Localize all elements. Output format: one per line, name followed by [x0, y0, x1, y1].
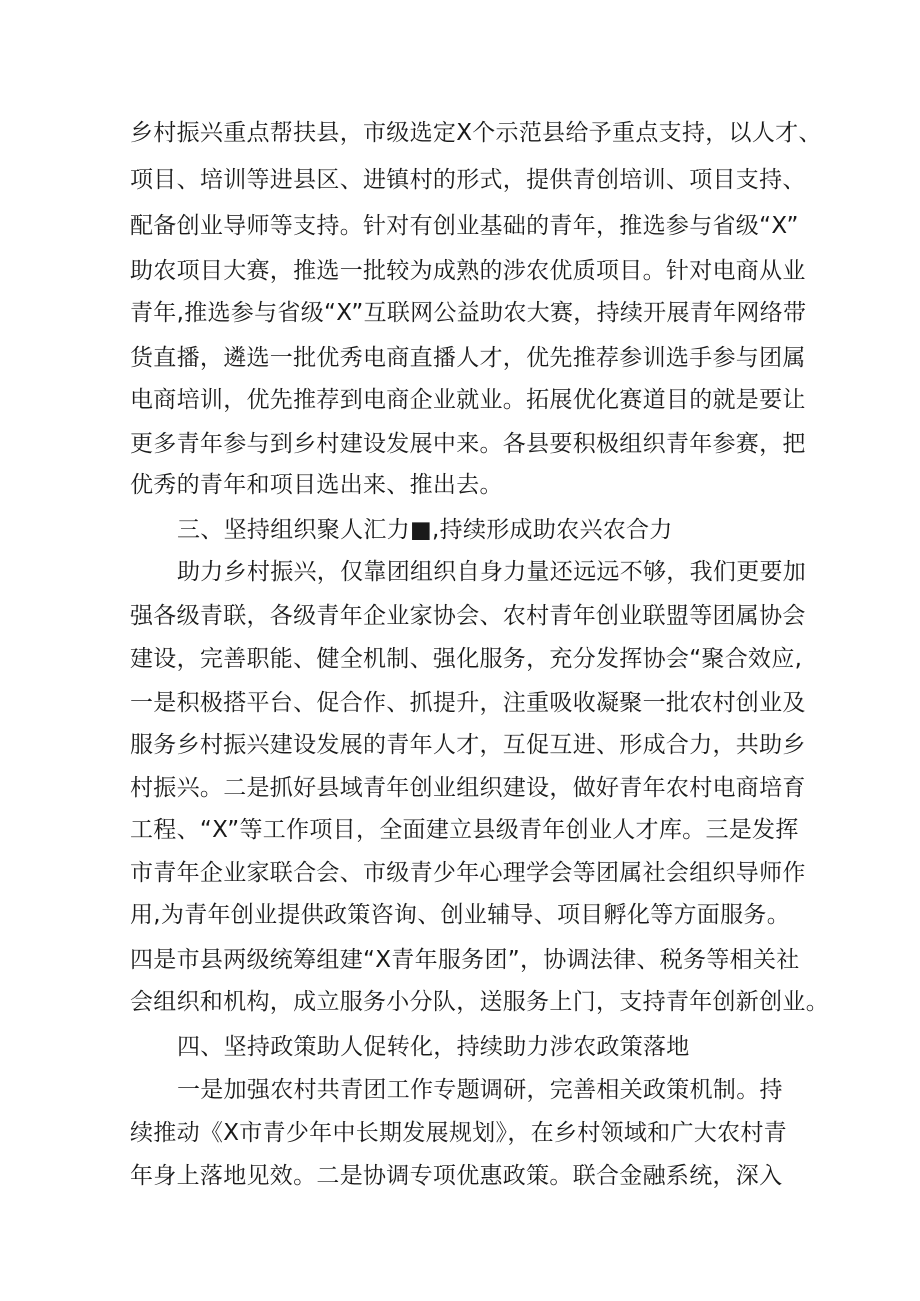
paragraph-line: 续推动《X市青少年中长期发展规划》，在乡村领域和广大农村青: [130, 1120, 787, 1146]
paragraph-line: 货直播，遴选一批优秀电商直播人才，优先推荐参训选手参与团属: [130, 345, 806, 371]
paragraph-line: 项目、培训等进县区、进镇村的形式，提供青创培训、项目支持、: [130, 167, 806, 193]
paragraph-line: 一是积极搭平台、促合作、抓提升，注重吸收凝聚一批农村创业及: [130, 690, 806, 716]
section-heading: 四、坚持政策助人促转化，持续助力涉农政策落地: [177, 1034, 690, 1060]
paragraph-line: 助力乡村振兴，仅靠团组织自身力量还远远不够，我们更要加: [177, 559, 807, 585]
paragraph-line: 村振兴。二是抓好县域青年创业组织建设，做好青年农村电商培育: [130, 775, 806, 801]
paragraph-line: 服务乡村振兴建设发展的青年人才，互促互进、形成合力，共助乡: [130, 732, 806, 758]
paragraph-line: 配备创业导师等支持。针对有创业基础的青年，推选参与省级“X”: [130, 213, 799, 239]
paragraph-line: 四是市县两级统筹组建“X青年服务团”，协调法律、税务等相关社: [130, 947, 800, 973]
paragraph-line: 电商培训，优先推荐到电商企业就业。拓展优化赛道目的就是要让: [130, 387, 806, 413]
paragraph-line: 青年,推选参与省级“X”互联网公益助农大赛，持续开展青年网络带: [130, 300, 807, 326]
paragraph-line: 更多青年参与到乡村建设发展中来。各县要积极组织青年参赛，把: [130, 431, 806, 457]
paragraph-line: 强各级青联，各级青年企业家协会、农村青年创业联盟等团属协会: [130, 603, 806, 629]
paragraph-line: 助农项目大赛，推选一批较为成熟的涉农优质项目。针对电商从业: [130, 258, 806, 284]
paragraph-line: 年身上落地见效。二是协调专项优惠政策。联合金融系统，深入: [130, 1163, 783, 1189]
paragraph-line: 工程、“X”等工作项目，全面建立县级青年创业人才库。三是发挥: [130, 817, 799, 843]
paragraph-line: 优秀的青年和项目选出来、推出去。: [130, 472, 503, 498]
paragraph-line: 用,为青年创业提供政策咨询、创业辅导、项目孵化等方面服务。: [130, 902, 791, 928]
paragraph-line: 建设，完善职能、健全机制、强化服务，充分发挥协会“聚合效应,: [130, 646, 803, 672]
paragraph-line: 乡村振兴重点帮扶县，市级选定X个示范县给予重点支持，以人才、: [130, 120, 822, 146]
paragraph-line: 市青年企业家联合会、市级青少年心理学会等团属社会组织导师作: [130, 860, 806, 886]
section-heading: 三、坚持组织聚人汇力■,持续形成助农兴农合力: [177, 517, 673, 543]
paragraph-line: 会组织和机构，成立服务小分队，送服务上门，支持青年创新创业。: [130, 989, 829, 1015]
paragraph-line: 一是加强农村共青团工作专题调研，完善相关政策机制。持: [177, 1077, 783, 1103]
